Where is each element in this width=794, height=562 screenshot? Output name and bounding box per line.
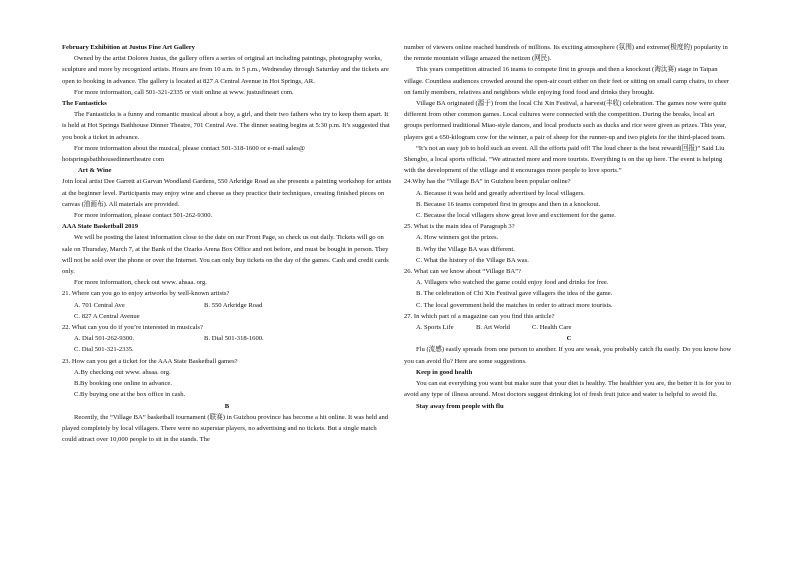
- heading-february-exhibition: February Exhibition at Justus Fine Art Gallery: [62, 44, 195, 51]
- question-23-option-c: C.By buying one at the box office in cash.: [74, 391, 186, 399]
- heading-stay-away: Stay away from people with flu: [416, 402, 504, 410]
- question-21-options-row: [62, 300, 392, 311]
- heading-aaa-basketball: AAA State Basketball 2019: [62, 223, 139, 231]
- question-24-option-c: C. Because the local villagers show great love and excitement for the game.: [416, 212, 616, 220]
- question-26: 26. What can we know about “Village BA”?: [404, 268, 522, 276]
- question-21-option-a: A. 701 Central Ave: [74, 301, 125, 309]
- question-24-option-b: B. Because 16 teams competed first in groups and then in a knockout.: [416, 200, 601, 208]
- question-21: 21. Where can you go to enjoy artworks by well-known artists?: [62, 290, 230, 298]
- question-24-option-a: A. Because it was held and greatly advertised by local villagers.: [416, 189, 585, 197]
- question-27-option-c: C. Health Care: [532, 324, 572, 332]
- question-25-option-b: B. Why the Village BA was different.: [416, 245, 515, 253]
- paragraph-aaa: We will be posting the latest information close to the date on our Front Page, so check us out daily. Tickets will go on sale on Thursday, March 7, at the Bank of the Ozarks Arena Box Office and not before, and must be bought in person. They will not be sold over the phone or over the Internet. You can only buy tickets on the day of the games. Cash and credit cards only.: [62, 234, 389, 276]
- paragraph-c1: Flu (流感) easily spreads from one person to another. If you are weak, you probably catch flu easily. Do you know how you can avoid flu? Here are some suggestions.: [404, 346, 732, 365]
- question-25: 25. What is the main idea of Paragraph 3?: [404, 223, 515, 231]
- paragraph-art-wine-info: For more information, please contact 501-262-9300.: [74, 212, 213, 220]
- question-22-options-row: [62, 333, 392, 344]
- question-22-option-a: A. Dial 501-262-9300.: [74, 335, 135, 343]
- question-26-option-b: B. The celebration of Chi Xin Festival gave villagers the idea of the game.: [416, 290, 613, 298]
- heading-art-wine: Art & Wine: [78, 167, 112, 175]
- paragraph-b3: Village BA originated (源于) from the local Chi Xin Festival, a harvest(丰收) celebration. The games now were quite different from other common games. Local cultures were connected with the competition. During the breaks, local art groups performed traditional Miao-style dances, and local products such as ducks and rice were given as prizes. This year, players got a 650-kilogram cow for the winner, a pair of sheep for the runner-up and two piglets for the third-placed team.: [404, 100, 727, 141]
- question-21-option-b: B. 550 Arkridge Road: [204, 301, 263, 309]
- question-21-option-c: C. 827 A Central Avenue: [74, 312, 140, 320]
- question-26-option-c: C. The local government held the matches in order to attract more tourists.: [416, 301, 613, 309]
- question-25-option-a: A. How winners got the prizes.: [416, 234, 499, 242]
- question-22-option-b: B. Dial 501-318-1600.: [204, 335, 264, 343]
- question-27-option-b: B. Art World: [476, 324, 510, 332]
- question-23: 23. How can you get a ticket for the AAA State Basketball games?: [62, 357, 238, 365]
- paragraph-b4: “It’s not an easy job to hold such an event. All the efforts paid off! The loud cheer is the best reward(回报)” Said Liu Shengbo, a local sports official. “We attracted more and more tourists. Everything is on the up here. The event is helping with the development of the village and it encourages more people to love sports.”: [404, 144, 725, 175]
- paragraph-aaa-info: For more information, check out www. ahsaa. org.: [74, 279, 207, 287]
- heading-keep-in-good-health: Keep in good health: [416, 368, 473, 376]
- question-22: 22. What can you do if you’re interested in musicals?: [62, 324, 203, 332]
- question-22-option-c: C. Dial 501-321-2335.: [74, 346, 134, 354]
- question-23-option-a: A.By checking out www. ahsaa. org.: [74, 368, 171, 376]
- question-26-option-a: A. Villagers who watched the game could enjoy food and drinks for free.: [416, 279, 609, 287]
- right-column: [404, 42, 734, 412]
- question-27: 27. In which part of a magazine can you find this article?: [404, 312, 555, 320]
- section-c-label: C: [566, 335, 572, 343]
- paragraph-art-wine: Join local artist Dee Garrett at Garvan Woodland Gardens, 550 Arkridge Road as she presents a painting workshop for artists at the beginner level. Participants may enjoy wine and cheese as they practice their techniques, creating finished pieces on canvas (油画布). All materials are provided.: [62, 178, 392, 208]
- section-b-label: B: [224, 402, 230, 410]
- left-column: [62, 42, 392, 445]
- paragraph-fantasticks: The Fantasticks is a funny and romantic musical about a boy, a girl, and their two fathers who try to keep them apart. It is held at Hot Springs Bathhouse Dinner Theatre, 701 Central Ave. The dinner seating begins at 5:30 p.m. It’s suggested that you book a ticket in advance.: [62, 111, 390, 141]
- paragraph-b2: This years competition attracted 16 teams to compete first in groups and then a knockout (淘汰赛) stage in Taipan village. Countless audiences crowded around the open-air court either on their feet or sitting on small camp chairs, to cheer on family members, relatives and neighbors while enjoying food food and drinks they brought.: [404, 66, 729, 96]
- paragraph-b1: Recently, the “Village BA” basketball tournament (联赛) in Guizhou province has become a hit online. It was held and played completely by local villagers. There were no superstar players, no advertising and no tickets. But a single match could attract over 10,000 people to sit in the stands. The: [62, 413, 389, 444]
- question-27-option-a: A. Sports Life: [416, 324, 454, 332]
- question-23-option-b: B.By booking one online in advance.: [74, 380, 172, 388]
- question-24: 24.Why has the “Village BA” in Guizhou been popular online?: [404, 178, 571, 186]
- paragraph-fantasticks-info: For more information about the musical, please contact 501-318-1600 or e-mail sales@ hotspringsbathhousedinnertheatre com: [62, 144, 305, 164]
- question-25-option-c: C. What the history of the Village BA was.: [416, 256, 529, 264]
- heading-fantasticks: The Fantasticks: [62, 100, 107, 108]
- paragraph-gallery-info: For more information, call 501-321-2335 or visit online at www. justusfineart com.: [74, 88, 294, 96]
- paragraph-c2: You can eat everything you want but make sure that your diet is healthy. The healthier you are, the better it is for you to avoid any type of illness around. Most doctors suggest drinking lot of fresh fruit juice and water is helpful to avoid flu.: [404, 380, 732, 399]
- paragraph-b1-continued: number of viewers online reached hundreds of millions. Its exciting atmosphere (氛围) and extreme(极度的) popularity in the remote mountain village amazed the netizen (网民).: [404, 44, 728, 63]
- paragraph-gallery: Owned by the artist Dolores Justus, the gallery offers a series of original art including paintings, photography works, sculpture and more by recognized artists. Hours are from 10 a.m. to 5 p.m., Wednesday through Saturday and the tickets are open to booking in advance. The gallery is located at 827 A Central Avenue in Hot Springs, AR.: [62, 55, 389, 85]
- question-27-options-row: [404, 322, 734, 333]
